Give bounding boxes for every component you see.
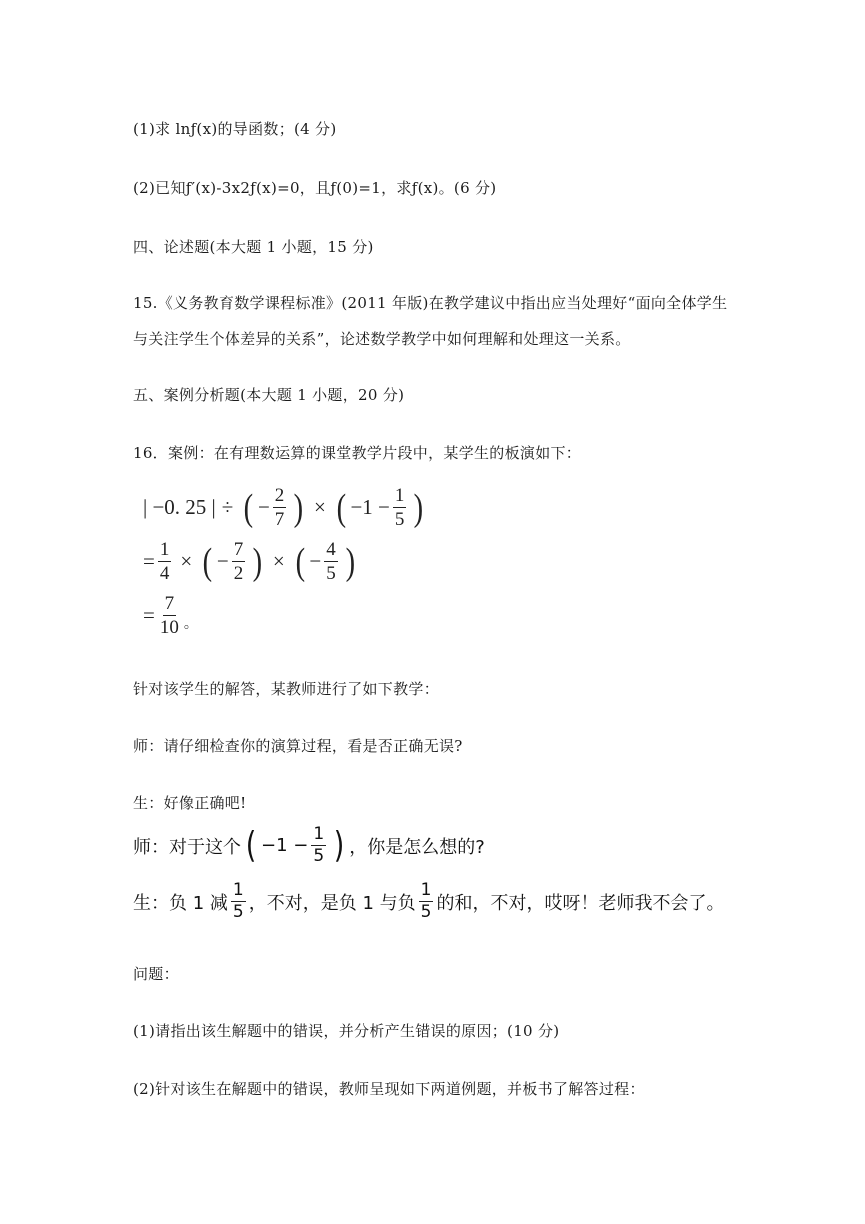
- teacher-text-a: 师：对于这个: [133, 836, 241, 858]
- teaching-intro: 针对该学生的解答，某教师进行了如下教学：: [133, 680, 440, 698]
- minus-sign: −: [257, 495, 270, 519]
- fraction-1-5: $\frac{1}{5}$: [232, 880, 244, 922]
- work-row-2: [143, 540, 359, 583]
- student-line-2: [133, 882, 724, 921]
- equals-sign: =: [143, 603, 155, 627]
- questions-heading: 问题：: [133, 965, 179, 983]
- left-paren: (: [336, 486, 346, 529]
- student-line-1: 生：好像正确吧!: [133, 794, 247, 812]
- right-paren: ): [333, 824, 345, 866]
- teacher-text-b: ，你是怎么想的?: [349, 836, 485, 858]
- minus-one-minus: −1 −: [350, 495, 390, 519]
- left-paren: (: [243, 486, 254, 529]
- teacher-line-2: [133, 826, 485, 865]
- section-five-heading: 五、案例分析题(本大题 1 小题，20 分): [133, 386, 405, 404]
- left-paren: (: [202, 540, 213, 583]
- fraction-1-5: $\frac{1}{5}$: [394, 485, 405, 530]
- times-sign: ×: [272, 549, 285, 573]
- student-text-a: 生：负 1 减: [133, 892, 228, 914]
- times-sign: ×: [313, 495, 326, 519]
- minus-one-minus: −1 −: [261, 835, 309, 856]
- question-16-intro: 16．案例：在有理数运算的课堂教学片段中，某学生的板演如下：: [133, 444, 582, 462]
- period-mark: 。: [183, 616, 198, 632]
- fraction-2-7: $\frac{2}{7}$: [274, 485, 285, 530]
- work-row-3: [143, 594, 198, 637]
- equals-sign: =: [143, 549, 155, 573]
- minus-sign: −: [309, 549, 322, 573]
- right-paren: ): [345, 540, 355, 583]
- fraction-4-5: $\frac{4}{5}$: [326, 539, 336, 584]
- right-paren: ): [293, 486, 304, 529]
- student-text-b: ，不对，是负 1 与负: [248, 892, 416, 914]
- line-q1-part1: (1)求 lnƒ(x)的导函数；(4 分): [133, 120, 337, 138]
- right-paren: ): [252, 540, 263, 583]
- question-16-part2: (2)针对该生在解题中的错误，教师呈现如下两道例题，并板书了解答过程：: [133, 1080, 645, 1098]
- question-15-line2: 与关注学生个体差异的关系”，论述数学教学中如何理解和处理这一关系。: [133, 330, 631, 348]
- divide-sign: ÷: [221, 495, 234, 519]
- fraction-1-5: $\frac{1}{5}$: [420, 880, 432, 922]
- student-text-c: 的和，不对，哎呀！老师我不会了。: [436, 892, 725, 914]
- fraction-7-2: $\frac{7}{2}$: [233, 539, 244, 584]
- question-15-line1: 15.《义务教育数学课程标准》(2011 年版)在教学建议中指出应当处理好“面向全体学生: [133, 294, 728, 312]
- times-sign: ×: [180, 549, 193, 573]
- right-paren: ): [413, 486, 424, 529]
- line-q1-part2: (2)已知ƒ′(x)-3x2ƒ(x)=0，且ƒ(0)=1，求ƒ(x)。(6 分): [133, 179, 497, 197]
- section-four-heading: 四、论述题(本大题 1 小题，15 分): [133, 238, 374, 256]
- question-16-part1: (1)请指出该生解题中的错误，并分析产生错误的原因；(10 分): [133, 1022, 560, 1040]
- fraction-1-5: $\frac{1}{5}$: [313, 824, 325, 866]
- teacher-line-1: 师：请仔细检查你的演算过程，看是否正确无误?: [133, 737, 463, 755]
- work-row-1: [143, 486, 428, 529]
- left-paren: (: [295, 540, 305, 583]
- fraction-7-10: $\frac{7}{10}$: [159, 593, 179, 638]
- fraction-1-4: $\frac{1}{4}$: [159, 539, 170, 584]
- left-paren: (: [245, 824, 257, 866]
- abs-value: | −0. 25 |: [143, 495, 216, 519]
- minus-sign: −: [216, 549, 229, 573]
